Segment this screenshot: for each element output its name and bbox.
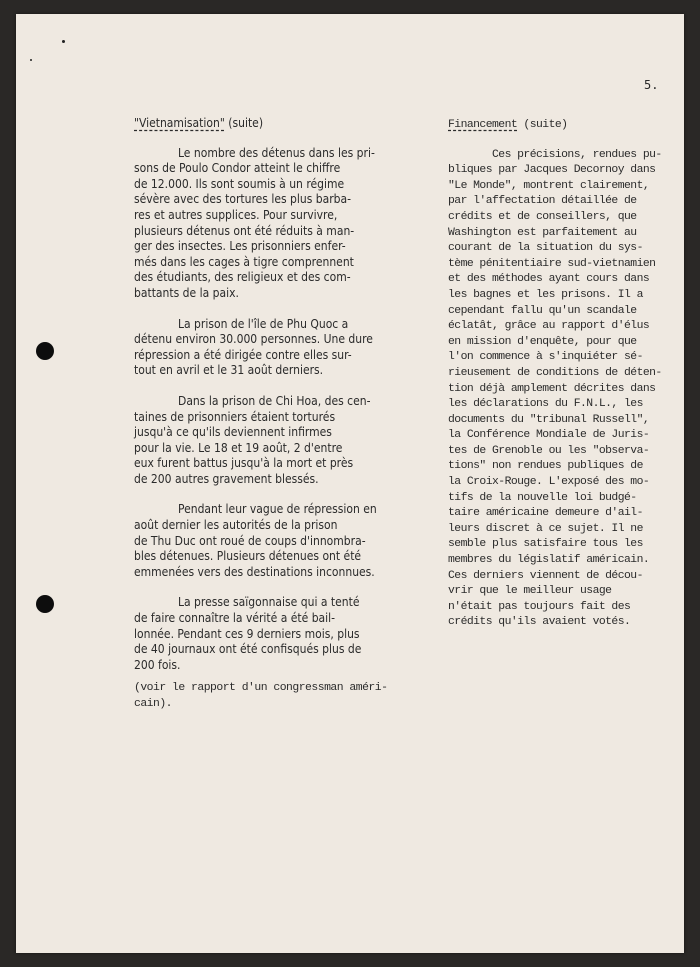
text-line: de 12.000. Ils sont soumis à un régime — [134, 176, 345, 191]
text-line: l'on commence à s'inquiéter sé- — [448, 351, 643, 364]
text-line: sons de Poulo Condor atteint le chiffre — [134, 161, 341, 176]
right-heading — [448, 118, 682, 134]
text-line: documents du "tribunal Russell", — [448, 413, 650, 426]
paragraph-financement — [448, 148, 682, 631]
left-heading-suffix: (suite) — [224, 116, 264, 130]
text-line: ger des insectes. Les prisonniers enfer- — [134, 239, 346, 254]
text-line: La prison de l'île de Phu Quoc a — [178, 316, 349, 331]
text-line: pour la vie. Le 18 et 19 août, 2 d'entre — [134, 440, 343, 455]
text-line: vrir que le meilleur usage — [448, 585, 612, 598]
page-number: 5. — [644, 78, 659, 92]
ink-speck — [30, 59, 32, 61]
text-line: Washington est parfaitement au — [448, 226, 637, 239]
text-line: bliques par Jacques Decornoy dans — [448, 164, 656, 177]
text-line: tion déjà amplement décrites dans — [448, 382, 656, 395]
text-line: leurs discret à ce sujet. Il ne — [448, 522, 643, 535]
right-heading-suffix: (suite) — [517, 119, 568, 131]
left-heading — [134, 116, 398, 132]
paragraph-phu-quoc — [134, 317, 398, 379]
punch-hole-bottom — [36, 595, 54, 613]
document-page — [16, 14, 684, 953]
text-line: courant de la situation du sys- — [448, 242, 643, 255]
text-line: crédits et de conseillers, que — [448, 210, 637, 223]
text-line: taire américaine demeure d'ail- — [448, 507, 643, 520]
text-line: et des méthodes ayant cours dans — [448, 273, 650, 286]
text-line: de faire connaître la vérité a été bail- — [134, 611, 336, 626]
text-line: tout en avril et le 31 août derniers. — [134, 363, 324, 378]
punch-hole-top — [36, 342, 54, 360]
left-column — [134, 116, 398, 728]
text-line: de Thu Duc ont roué de coups d'innombra- — [134, 533, 366, 548]
text-line: des étudiants, des religieux et des com- — [134, 270, 351, 285]
text-line: La presse saïgonnaise qui a tenté — [178, 595, 360, 610]
paragraph-presse — [134, 595, 398, 673]
text-line: emmenées vers des destinations inconnues. — [134, 564, 375, 579]
text-line: août dernier les autorités de la prison — [134, 518, 338, 533]
text-line: les bagnes et les prisons. Il a — [448, 288, 643, 301]
text-line: battants de la paix. — [134, 285, 239, 300]
text-line: n'était pas toujours fait des — [448, 600, 631, 613]
text-line: la Conférence Mondiale de Juris- — [448, 429, 650, 442]
text-line: Ces précisions, rendues pu- — [492, 148, 662, 161]
text-line: éclatât, grâce au rapport d'élus — [448, 320, 650, 333]
text-line: (voir le rapport d'un congressman améri- — [134, 682, 388, 695]
text-line: bles détenues. Plusieurs détenues ont été — [134, 549, 362, 564]
text-line: semble plus satisfaire tous les — [448, 538, 643, 551]
text-line: en mission d'enquête, pour que — [448, 335, 637, 348]
text-line: tes de Grenoble ou les "observa- — [448, 444, 650, 457]
right-column — [448, 118, 682, 646]
text-line: taines de prisonniers étaient torturés — [134, 409, 336, 424]
left-heading-title: "Vietnamisation" — [134, 116, 225, 130]
paragraph-rapport-note — [134, 681, 398, 712]
text-line: crédits qu'ils avaient votés. — [448, 616, 631, 629]
text-line: lonnée. Pendant ces 9 derniers mois, plus — [134, 626, 360, 641]
text-line: cain). — [134, 698, 173, 710]
text-line: eux furent battus jusqu'à la mort et près — [134, 456, 354, 471]
text-line: tème pénitentiaire sud-vietnamien — [448, 257, 656, 270]
text-line: Ces derniers viennent de décou- — [448, 569, 643, 582]
text-line: jusqu'à ce qu'ils deviennent infirmes — [134, 425, 332, 440]
text-line: sévère avec des tortures les plus barba- — [134, 192, 352, 207]
paragraph-thu-duc — [134, 502, 398, 580]
text-line: par l'affectation détaillée de — [448, 195, 637, 208]
text-line: plusieurs détenus ont été réduits à man- — [134, 223, 355, 238]
text-line: membres du législatif américain. — [448, 554, 650, 567]
text-line: més dans les cages à tigre comprennent — [134, 254, 354, 269]
paragraph-poulo-condor — [134, 146, 398, 302]
text-line: répression a été dirigée contre elles sur- — [134, 347, 352, 362]
text-line: cependant fallu qu'un scandale — [448, 304, 637, 317]
text-line: de 200 autres gravement blessés. — [134, 471, 319, 486]
text-line: "Le Monde", montrent clairement, — [448, 179, 650, 192]
text-line: 200 fois. — [134, 657, 181, 672]
text-line: tions" non rendues publiques de — [448, 460, 643, 473]
text-line: tifs de la nouvelle loi budgé- — [448, 491, 637, 504]
right-heading-title: Financement — [448, 119, 518, 131]
text-line: Le nombre des détenus dans les pri- — [178, 145, 375, 160]
text-line: détenu environ 30.000 personnes. Une dure — [134, 332, 373, 347]
ink-speck — [62, 40, 65, 43]
text-line: rieusement de conditions de déten- — [448, 366, 662, 379]
text-line: Pendant leur vague de répression en — [178, 502, 377, 517]
text-line: Dans la prison de Chi Hoa, des cen- — [178, 393, 371, 408]
text-line: res et autres supplices. Pour survivre, — [134, 207, 338, 222]
paragraph-chi-hoa — [134, 394, 398, 488]
text-line: la Croix-Rouge. L'exposé des mo- — [448, 476, 650, 489]
text-line: de 40 journaux ont été confisqués plus de — [134, 642, 362, 657]
text-line: les déclarations du F.N.L., les — [448, 398, 643, 411]
